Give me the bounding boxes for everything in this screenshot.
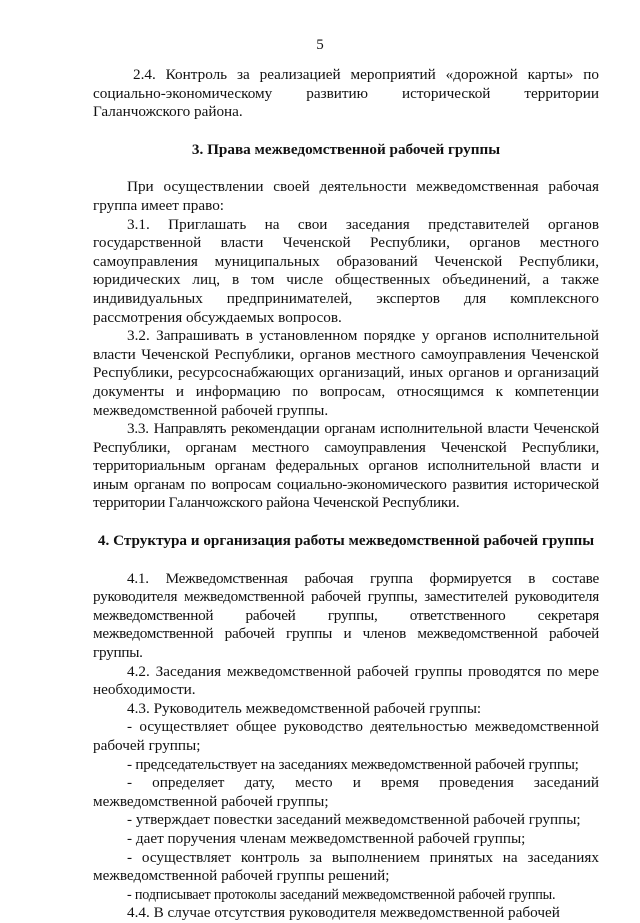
list-item: - утверждает повестки заседаний межведомственной рабочей группы; [127,811,581,829]
paragraph-4-3: 4.3. Руководитель межведомственной рабочей группы: [127,699,482,717]
document-body [93,66,599,923]
list-item: - председательствует на заседаниях межведомственной рабочей группы; [127,755,579,773]
list-item: - осуществляет контроль за выполнением принятых на заседаниях межведомственной рабочей группы решений; [93,848,599,885]
list-item: - осуществляет общее руководство деятельностью межведомственной рабочей группы; [93,718,599,754]
list-item: - определяет дату, место и время проведения заседаний межведомственной рабочей группы; [93,774,599,810]
section-3-heading: 3. Права межведомственной рабочей группы [191,140,501,158]
paragraph-3-2: 3.2. Запрашивать в установленном порядке у органов исполнительной власти Чеченской Республики, органов местного самоуправления Чеченской Республики, ресурсоснабжающих организаций, иных органов и организаций документы и информацию по вопросам, относящимся к компетенции межведомственной рабочей группы. [93,327,599,419]
section-3-intro: При осуществлении своей деятельности межведомственная рабочая группа имеет право: [93,178,599,214]
paragraph-2-4: 2.4. Контроль за реализацией мероприятий «дорожной карты» по социально-экономическому развитию исторической территории Галанчожского района. [93,66,599,121]
paragraph-3-3: 3.3. Направлять рекомендации органам исполнительной власти Чеченской Республики, органам местного самоуправления Чеченской Республики, территориальным органам федеральных органов исполнительной власти и иным органам по вопросам социально-экономического развития исторической территории Галанчожского района Чеченской Республики. [93,420,599,512]
list-item: - дает поручения членам межведомственной рабочей группы; [127,829,526,847]
page-number: 5 [316,37,324,53]
paragraph-4-2: 4.2. Заседания межведомственной рабочей группы проводятся по мере необходимости. [93,662,599,699]
paragraph-4-1: 4.1. Межведомственная рабочая группа формируется в составе руководителя межведомственной рабочей группы, заместителей руководителя межведомственной рабочей группы, ответственного секретаря межведомственной рабочей группы и членов межведомственной рабочей группы. [93,569,599,662]
paragraph-3-1: 3.1. Приглашать на свои заседания представителей органов государственной власти Чеченской Республики, органов местного самоуправления муниципальных образований Чеченской Республики, юридических лиц, в том числе общественных объединений, а также индивидуальных предпринимателей, экспертов для комплексного рассмотрения обсуждаемых вопросов. [93,215,599,326]
section-4-heading: 4. Структура и организация работы межведомственной рабочей группы [97,532,595,550]
paragraph-4-4: 4.4. В случае отсутствия руководителя межведомственной рабочей [127,904,560,922]
list-item: - подписывает протоколы заседаний межведомственной рабочей группы. [127,886,556,903]
